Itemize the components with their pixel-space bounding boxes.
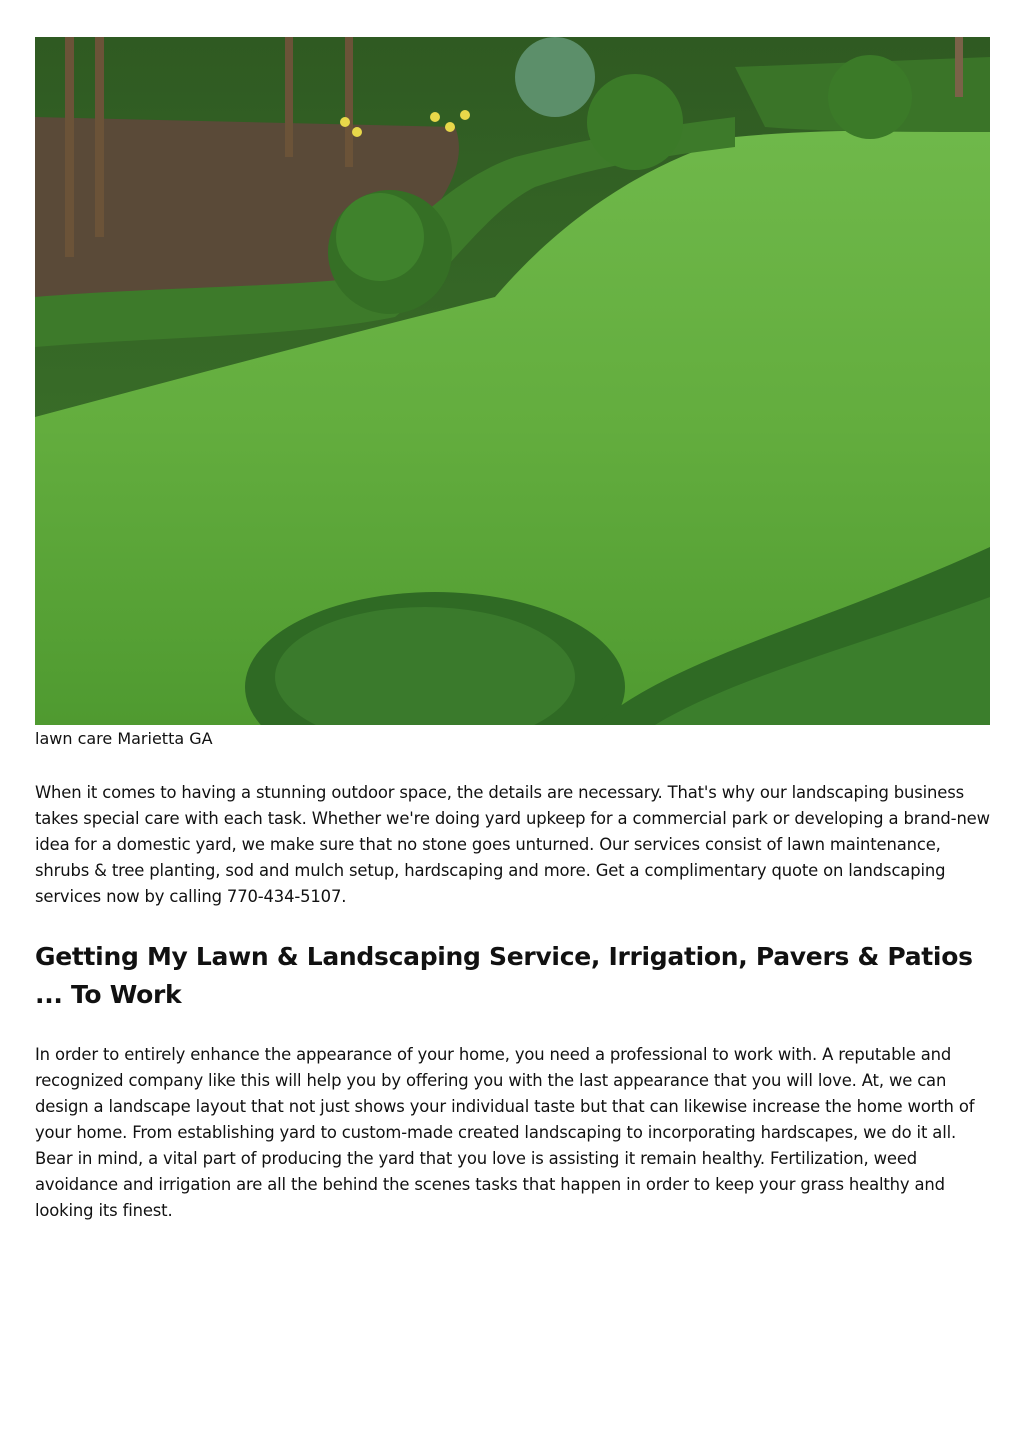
section-heading: Getting My Lawn & Landscaping Service, Irrigation, Pavers & Patios ... To Work (35, 942, 973, 1009)
garden-illustration (35, 37, 990, 725)
intro-paragraph: When it comes to having a stunning outdoor space, the details are necessary. That's why our landscaping business takes special care with each task. Whether we're doing yard upkeep for a commercial park or developing a brand-new idea for a domestic yard, we make sure that no stone goes unturned. Our services consist of lawn maintenance, shrubs & tree planting, sod and mulch setup, hardscaping and more. Get a complimentary quote on landscaping services now by calling 770-434-5107. (35, 783, 990, 906)
section-paragraph: In order to entirely enhance the appearance of your home, you need a professional to work with. A reputable and recognized company like this will help you by offering you with the last appearance that you will love. At, we can design a landscape layout that not just shows your individual taste but that can likewise increase the home worth of your home. From establishing yard to custom-made created landscaping to incorporating hardscapes, we do it all. Bear in mind, a vital part of producing the yard that you love is assisting it remain healthy. Fertilization, weed avoidance and irrigation are all the behind the scenes tasks that happen in order to keep your grass healthy and looking its finest. (35, 1045, 975, 1220)
image-caption: lawn care Marietta GA (35, 729, 213, 748)
garden-lawn-photo (35, 37, 990, 725)
